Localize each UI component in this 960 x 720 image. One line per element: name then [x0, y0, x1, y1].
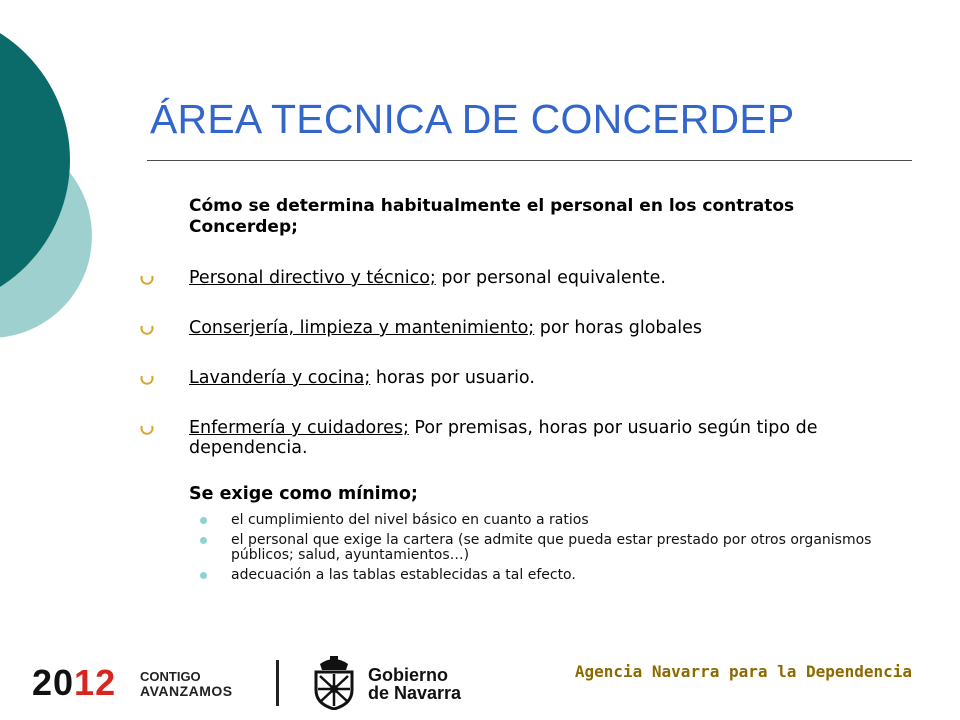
- gov-line-1: Gobierno: [368, 665, 448, 685]
- slide-title: ÁREA TECNICA DE CONCERDEP: [150, 96, 795, 142]
- government-name: [368, 666, 461, 702]
- logo-divider: [276, 660, 279, 706]
- bullet-text: horas por usuario.: [370, 368, 535, 388]
- bullet-label: Conserjería, limpieza y mantenimiento;: [189, 318, 535, 338]
- list-item-text: adecuación a las tablas establecidas a tal efecto.: [231, 567, 576, 583]
- decorative-circles: [0, 0, 120, 420]
- title-divider: [147, 160, 912, 161]
- dot-bullet-icon: [200, 572, 207, 579]
- bullet-text: por horas globales: [534, 318, 703, 338]
- ring-bullet-icon: [140, 321, 154, 335]
- list-item: [200, 568, 900, 583]
- slogan: [140, 670, 233, 698]
- ring-bullet-icon: [140, 271, 154, 285]
- bullet-label: Personal directivo y técnico;: [189, 268, 436, 288]
- bullet-text: Por premisas, horas por usuario según tipo de dependencia.: [189, 418, 818, 458]
- slogan-line-1: CONTIGO: [140, 669, 201, 684]
- navarra-crest-icon: [306, 656, 362, 710]
- ring-bullet-icon: [140, 371, 154, 385]
- year-prefix: 20: [32, 662, 75, 703]
- footer-logos: [30, 652, 480, 712]
- ring-bullet-icon: [140, 421, 154, 435]
- intro-text: Cómo se determina habitualmente el personal en los contratos Concerdep;: [189, 196, 795, 237]
- bullet-text: por personal equivalente.: [435, 268, 666, 288]
- slide-body: [140, 196, 900, 588]
- dot-bullet-icon: [200, 537, 207, 544]
- year-suffix: 12: [74, 662, 117, 703]
- minimum-list: [140, 513, 900, 583]
- list-item: [140, 318, 900, 338]
- slogan-line-2: AVANZAMOS: [140, 683, 233, 699]
- minimum-heading: Se exige como mínimo;: [189, 484, 418, 504]
- bullet-list: [140, 268, 900, 458]
- list-item: [140, 418, 900, 458]
- list-item: [200, 513, 900, 528]
- bullet-label: Lavandería y cocina;: [189, 368, 371, 388]
- list-item: [140, 368, 900, 388]
- dot-bullet-icon: [200, 517, 207, 524]
- list-item-text: el personal que exige la cartera (se admite que pueda estar prestado por otros organismos públicos; salud, ayuntamientos…): [231, 532, 872, 563]
- gov-line-2: de Navarra: [368, 683, 462, 703]
- list-item: [140, 268, 900, 288]
- agency-name: Agencia Navarra para la Dependencia: [574, 662, 912, 681]
- bullet-label: Enfermería y cuidadores;: [189, 418, 409, 438]
- list-item-text: el cumplimiento del nivel básico en cuanto a ratios: [231, 512, 589, 528]
- year-logo: [32, 662, 116, 704]
- list-item: [200, 533, 900, 563]
